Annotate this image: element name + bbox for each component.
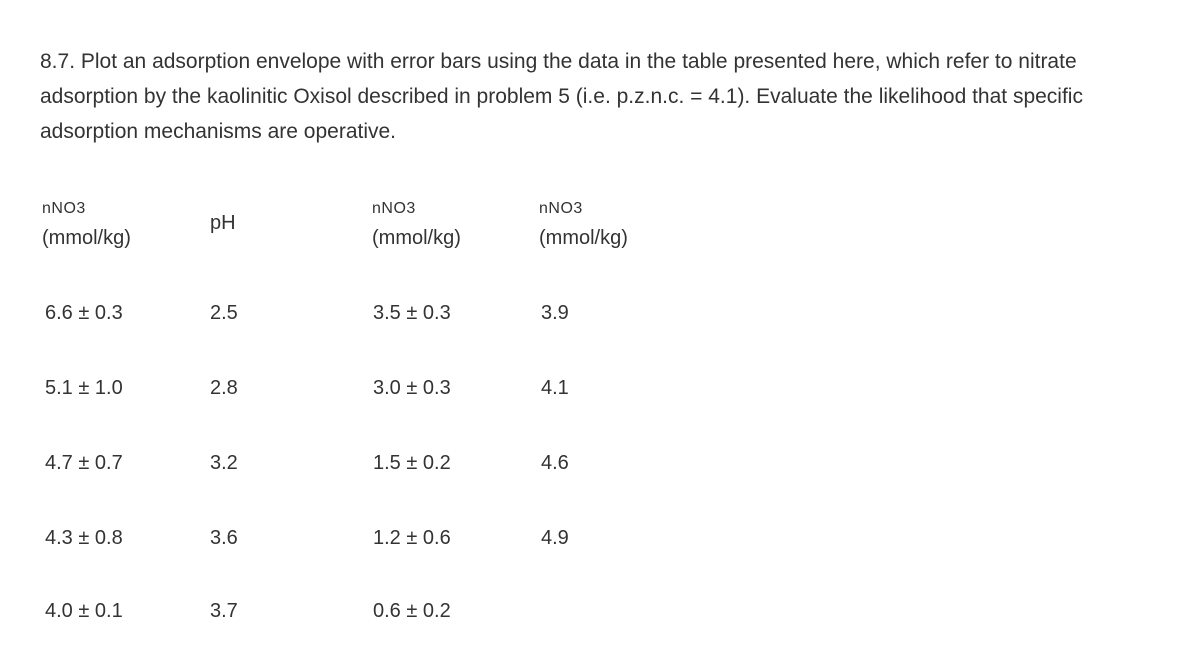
table-cell: 6.6 ± 0.3: [45, 302, 123, 324]
header-symbol: nNO3: [372, 200, 416, 217]
table-cell: 2.5: [210, 302, 238, 324]
table-cell: 4.9: [541, 527, 569, 549]
table-cell: 3.9: [541, 302, 569, 324]
header-unit: (mmol/kg): [372, 227, 461, 249]
table-cell: 4.1: [541, 377, 569, 399]
table-cell: 3.0 ± 0.3: [373, 377, 451, 399]
table-cell: 4.0 ± 0.1: [45, 600, 123, 622]
table-cell: 4.6: [541, 452, 569, 474]
table-cell: 3.7: [210, 600, 238, 622]
header-symbol: nNO3: [42, 200, 86, 217]
header-label: pH: [210, 212, 236, 234]
header-nno3-col4: [539, 197, 628, 255]
problem-statement: 8.7. Plot an adsorption envelope with error bars using the data in the table presented here, which refer to nitrate adsorption by the kaolinitic Oxisol described in problem 5 (i.e. p.z.n.c. = 4.1). Evaluate the likelihood that specific adsorption mechanisms are operative.: [40, 50, 1083, 143]
table-cell: 3.5 ± 0.3: [373, 302, 451, 324]
table-cell: 4.7 ± 0.7: [45, 452, 123, 474]
table-cell: 5.1 ± 1.0: [45, 377, 123, 399]
header-unit: (mmol/kg): [42, 227, 131, 249]
table-cell: 1.2 ± 0.6: [373, 527, 451, 549]
table-cell: 3.6: [210, 527, 238, 549]
table-cell: 4.3 ± 0.8: [45, 527, 123, 549]
header-symbol: nNO3: [539, 200, 583, 217]
table-cell: 2.8: [210, 377, 238, 399]
table-cell: 1.5 ± 0.2: [373, 452, 451, 474]
table-cell: 0.6 ± 0.2: [373, 600, 451, 622]
header-unit: (mmol/kg): [539, 227, 628, 249]
table-cell: 3.2: [210, 452, 238, 474]
header-nno3-col3: [372, 197, 461, 255]
header-ph: [210, 208, 236, 238]
header-nno3-col1: [42, 197, 131, 255]
